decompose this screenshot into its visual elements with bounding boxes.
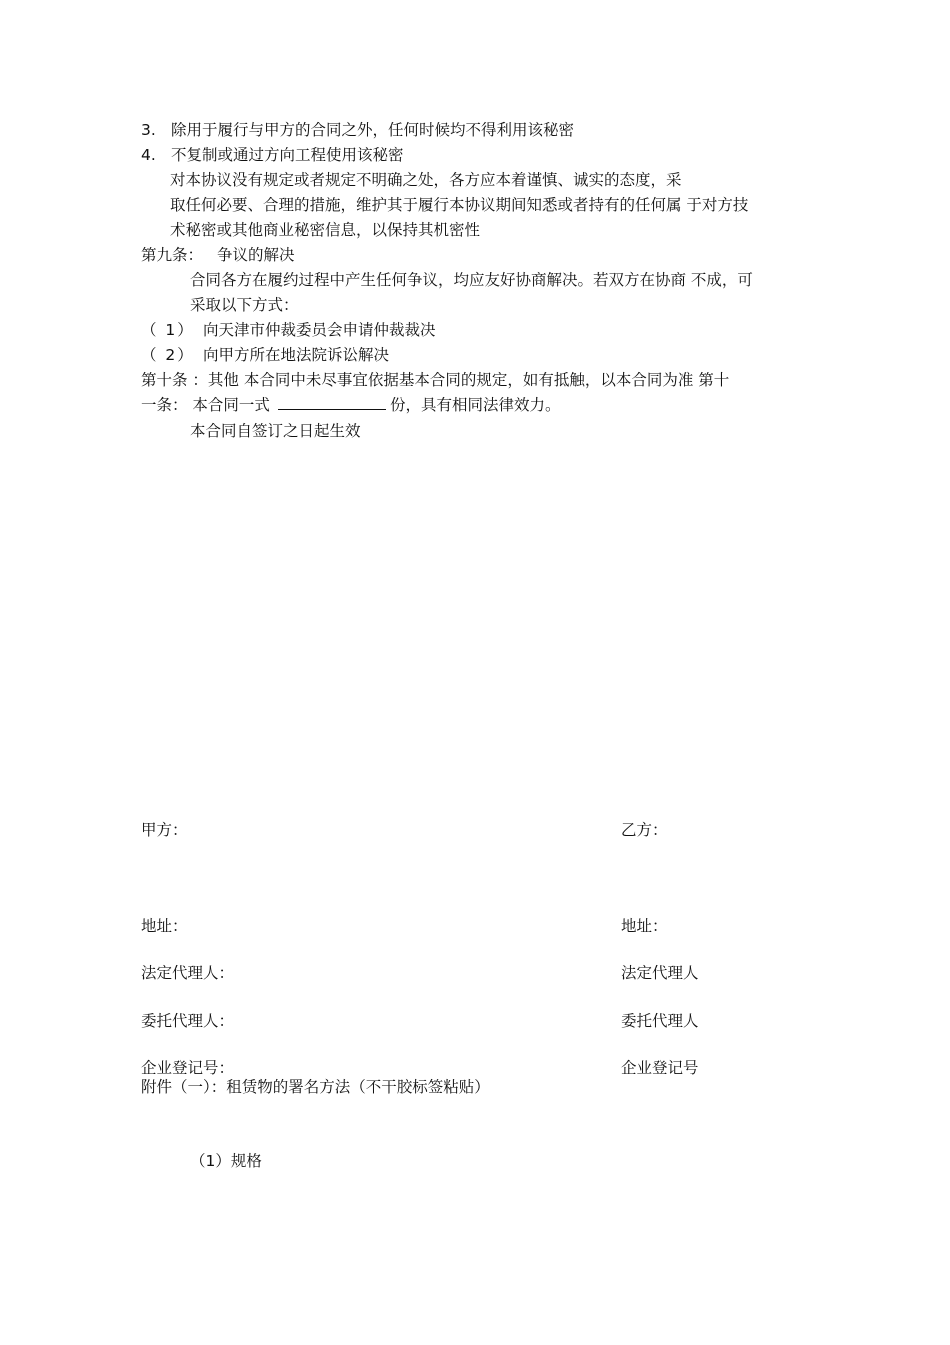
clause-title: 争议的解决 [217, 246, 295, 264]
effective-clause: 本合同自签订之日起生效 [190, 422, 361, 440]
clause8-paragraph-line-2: 取任何必要、合理的措施，维护其于履行本协议期间知悉或者持有的任何属 于对方技 [170, 196, 749, 214]
address-b-label: 地址： [621, 917, 668, 935]
party-a-label: 甲方： [141, 821, 188, 839]
clause9-option-2 [141, 345, 389, 365]
clause10-line-1: 第十条 ：其他 本合同中未尽事宜依据基本合同的规定，如有抵触，以本合同为准 第十 [141, 371, 730, 389]
agent-a-label: 委托代理人： [141, 1012, 235, 1030]
legal-rep-b-label: 法定代理人 [621, 964, 699, 982]
clause9-body-line-1: 合同各方在履约过程中产生任何争议，均应友好协商解决。若双方在协商 不成，可 [190, 271, 753, 289]
reg-no-a-label: 企业登记号： [141, 1059, 235, 1077]
option-number: （ 2） [141, 346, 195, 364]
clause8-paragraph-line-1: 对本协议没有规定或者规定不明确之处，各方应本着谨慎、诚实的态度，采 [170, 171, 682, 189]
item-text: 不复制或通过方向工程使用该秘密 [171, 146, 404, 164]
item-number: 4. [141, 146, 156, 164]
party-b-label: 乙方： [621, 821, 668, 839]
appendix-title: 附件（一）：租赁物的署名方法（不干胶标签粘贴） [141, 1078, 490, 1096]
clause-number: 第九条： [141, 246, 204, 264]
option-text: 向天津市仲裁委员会申请仲裁裁决 [203, 321, 436, 339]
agent-b-label: 委托代理人 [621, 1012, 699, 1030]
clause9-heading [141, 245, 295, 265]
clause9-body-line-2: 采取以下方式： [190, 296, 299, 314]
clause8-paragraph-line-3: 术秘密或其他商业秘密信息，以保持其机密性 [170, 221, 481, 239]
copies-suffix: 份，具有相同法律效力。 [389, 396, 561, 414]
clause11-line [141, 395, 560, 415]
item-number: 3. [141, 121, 156, 139]
clause8-item4 [141, 145, 404, 165]
option-text: 向甲方所在地法院诉讼解决 [203, 346, 390, 364]
legal-rep-a-label: 法定代理人： [141, 964, 235, 982]
copies-prefix: 一条： 本合同一式 [141, 396, 270, 414]
copies-blank-field[interactable] [278, 395, 386, 410]
reg-no-b-label: 企业登记号 [621, 1059, 699, 1077]
appendix-item-1: （1）规格 [190, 1152, 262, 1170]
clause9-option-1 [141, 320, 436, 340]
option-number: （ 1） [141, 321, 195, 339]
address-a-label: 地址： [141, 917, 188, 935]
item-text: 除用于履行与甲方的合同之外，任何时候均不得利用该秘密 [171, 121, 575, 139]
clause8-item3 [141, 120, 574, 140]
